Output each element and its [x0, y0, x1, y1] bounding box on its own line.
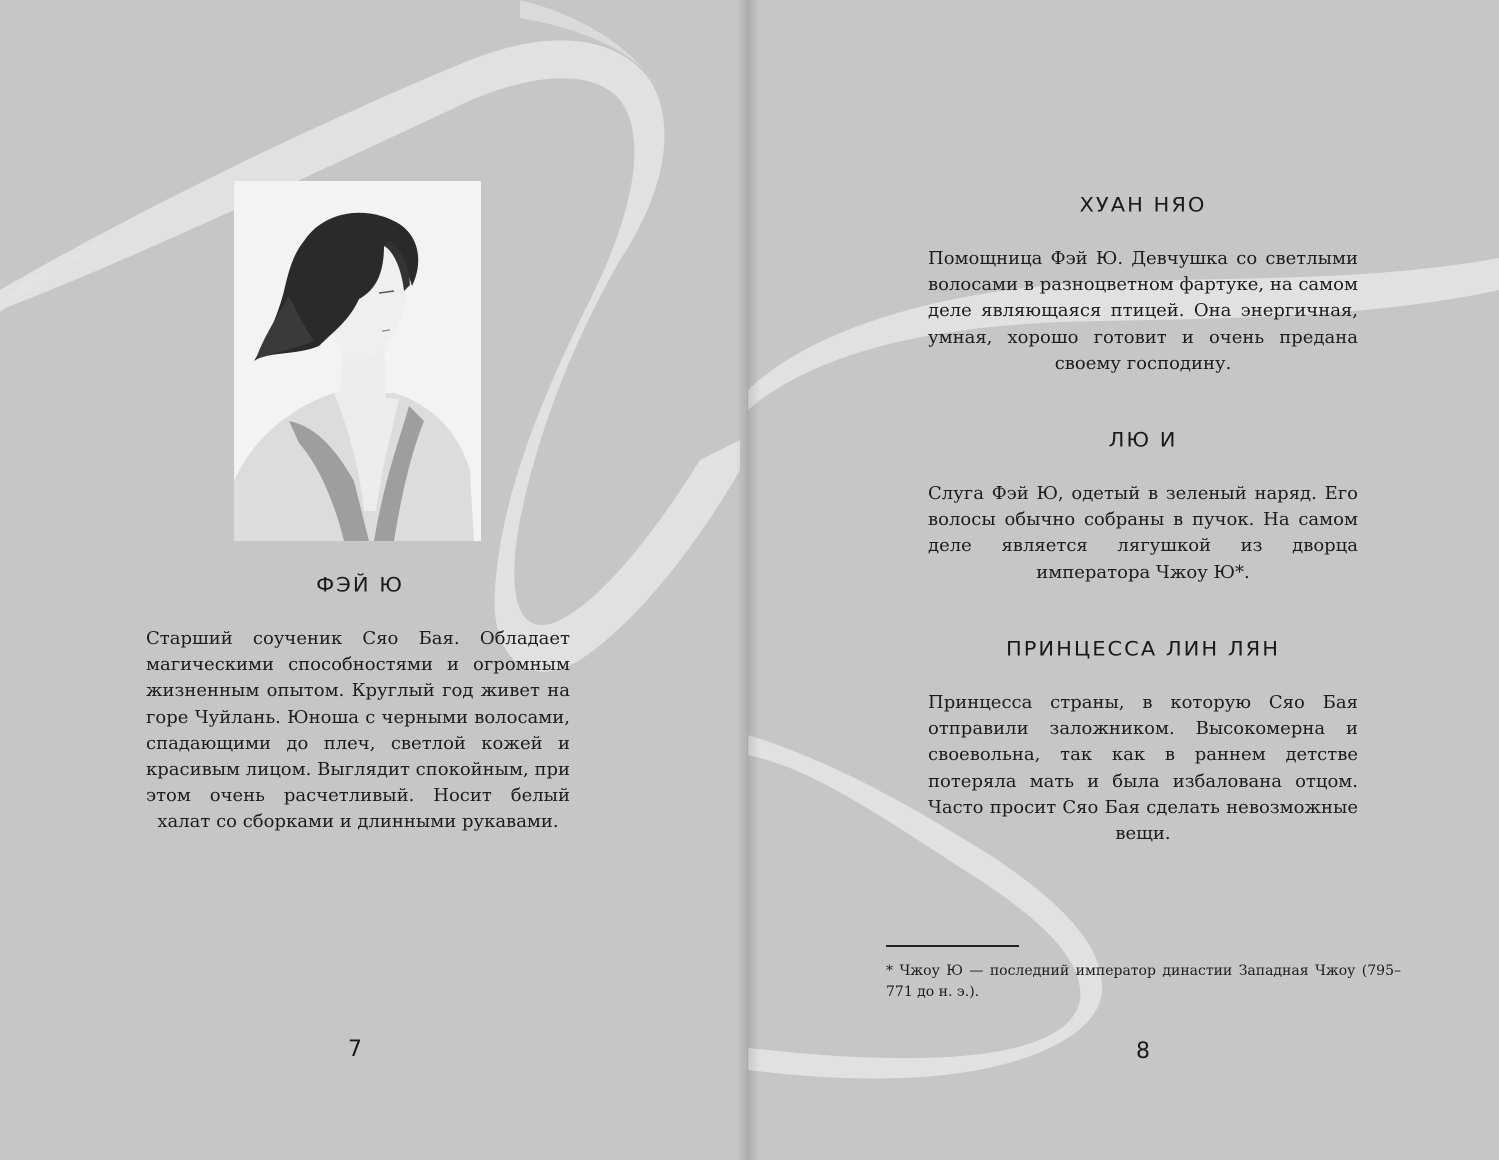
- character-description: Слуга Фэй Ю, одетый в зеленый наряд. Его волосы обычно собраны в пучок. На самом деле является лягушкой из дворца императора Чжоу Ю*.: [928, 483, 1358, 583]
- footnote: * Чжоу Ю — последний император династии Западная Чжоу (795–771 до н. э.).: [886, 963, 1401, 1000]
- portrait-illustration: [234, 181, 481, 541]
- left-page: [0, 0, 748, 1160]
- character-name: ФЭЙ Ю: [316, 573, 404, 597]
- character-name: ПРИНЦЕССА ЛИН ЛЯН: [1005, 637, 1281, 661]
- character-description: Старший соученик Сяо Бая. Обладает магическими способностями и огромным жизненным опытом. Круглый год живет на горе Чуйлань. Юноша с черными волосами, спадающими до плеч, светлой кожей и красивым лицом. Выглядит спокойным, при этом очень расчетливый. Носит белый халат со сборками и длинными рукавами.: [146, 628, 570, 833]
- page-number: 8: [1136, 1039, 1150, 1064]
- right-page: [748, 0, 1499, 1160]
- character-portrait-image: [234, 181, 481, 541]
- page-number: 7: [348, 1037, 362, 1062]
- character-name: ХУАН НЯО: [1079, 193, 1207, 217]
- character-description: Помощница Фэй Ю. Девчушка со светлыми волосами в разноцветном фартуке, на самом деле являющаяся птицей. Она энергичная, умная, хорошо готовит и очень предана своему господину.: [928, 248, 1358, 374]
- footnote-divider: [886, 945, 1019, 947]
- character-name: ЛЮ И: [1108, 428, 1178, 452]
- book-gutter: [736, 0, 760, 1160]
- character-description: Принцесса страны, в которую Сяо Бая отправили заложником. Высокомерна и своевольна, так как в раннем детстве потеряла мать и была избалована отцом. Часто просит Сяо Бая сделать невозможные вещи.: [928, 692, 1358, 845]
